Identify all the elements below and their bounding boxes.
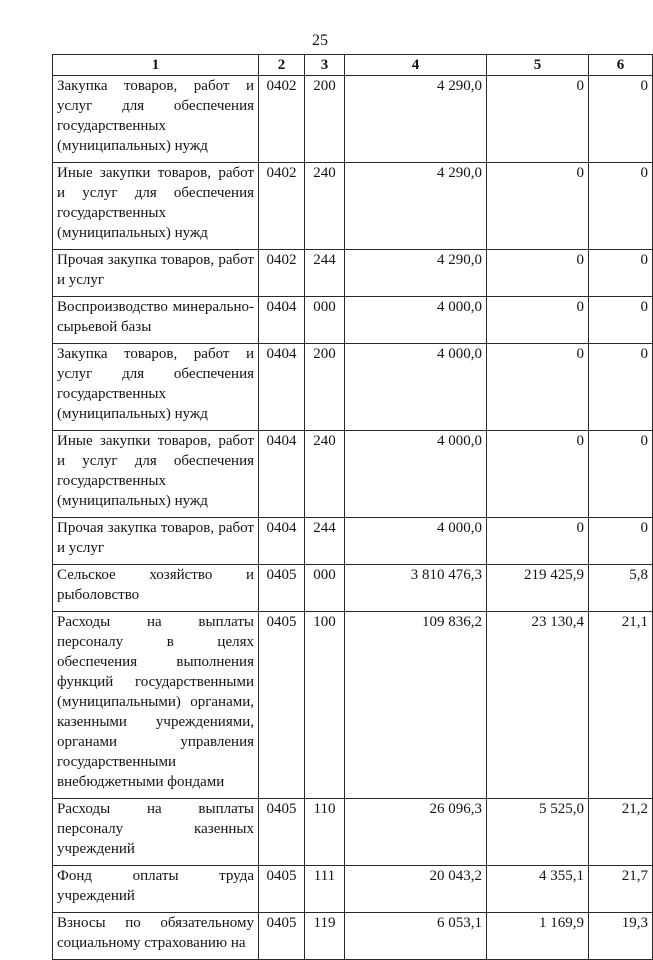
row-plan: 4 000,0 xyxy=(345,431,487,518)
row-type: 240 xyxy=(305,431,345,518)
table-row xyxy=(53,565,653,612)
row-percent: 21,1 xyxy=(589,612,653,799)
row-plan: 4 290,0 xyxy=(345,163,487,250)
row-name: Закупка товаров, работ и услуг для обеспечения государственных (муниципальных) нужд xyxy=(53,76,259,163)
table-row xyxy=(53,913,653,960)
row-section: 0405 xyxy=(259,612,305,799)
table-row xyxy=(53,518,653,565)
row-plan: 20 043,2 xyxy=(345,866,487,913)
row-executed: 0 xyxy=(487,163,589,250)
table-row xyxy=(53,76,653,163)
row-name: Закупка товаров, работ и услуг для обеспечения государственных (муниципальных) нужд xyxy=(53,344,259,431)
row-executed: 23 130,4 xyxy=(487,612,589,799)
table-row xyxy=(53,612,653,799)
row-plan: 4 000,0 xyxy=(345,297,487,344)
row-plan: 26 096,3 xyxy=(345,799,487,866)
row-section: 0404 xyxy=(259,518,305,565)
row-percent: 0 xyxy=(589,76,653,163)
row-type: 244 xyxy=(305,518,345,565)
row-percent: 21,7 xyxy=(589,866,653,913)
row-plan: 109 836,2 xyxy=(345,612,487,799)
table-row xyxy=(53,799,653,866)
row-name: Иные закупки товаров, работ и услуг для обеспечения государственных (муниципальных) нужд xyxy=(53,163,259,250)
row-section: 0405 xyxy=(259,866,305,913)
row-name: Сельское хозяйство и рыболовство xyxy=(53,565,259,612)
row-executed: 0 xyxy=(487,431,589,518)
row-executed: 0 xyxy=(487,76,589,163)
col-header-section: 2 xyxy=(259,55,305,76)
row-percent: 19,3 xyxy=(589,913,653,960)
row-executed: 0 xyxy=(487,250,589,297)
row-executed: 0 xyxy=(487,344,589,431)
row-executed: 4 355,1 xyxy=(487,866,589,913)
row-section: 0402 xyxy=(259,163,305,250)
row-section: 0405 xyxy=(259,913,305,960)
row-name: Иные закупки товаров, работ и услуг для обеспечения государственных (муниципальных) нужд xyxy=(53,431,259,518)
table-row xyxy=(53,866,653,913)
row-section: 0402 xyxy=(259,76,305,163)
row-percent: 0 xyxy=(589,518,653,565)
header-row xyxy=(53,55,653,76)
row-section: 0405 xyxy=(259,799,305,866)
row-percent: 0 xyxy=(589,250,653,297)
row-type: 240 xyxy=(305,163,345,250)
row-type: 119 xyxy=(305,913,345,960)
row-type: 111 xyxy=(305,866,345,913)
table-row xyxy=(53,163,653,250)
row-percent: 0 xyxy=(589,297,653,344)
row-percent: 21,2 xyxy=(589,799,653,866)
row-section: 0405 xyxy=(259,565,305,612)
row-executed: 0 xyxy=(487,518,589,565)
row-type: 200 xyxy=(305,76,345,163)
col-header-name: 1 xyxy=(53,55,259,76)
page-number: 25 xyxy=(312,32,328,49)
row-plan: 6 053,1 xyxy=(345,913,487,960)
row-plan: 4 290,0 xyxy=(345,76,487,163)
row-type: 110 xyxy=(305,799,345,866)
row-percent: 0 xyxy=(589,163,653,250)
row-name: Расходы на выплаты персоналу в целях обеспечения выполнения функций государственными (муниципальными) органами, казенными учреждениями, органами управления государственными внебюджетными фондами xyxy=(53,612,259,799)
table-row xyxy=(53,297,653,344)
table-row xyxy=(53,250,653,297)
row-plan: 4 000,0 xyxy=(345,344,487,431)
row-plan: 4 290,0 xyxy=(345,250,487,297)
table-row xyxy=(53,431,653,518)
table-row xyxy=(53,344,653,431)
col-header-executed: 5 xyxy=(487,55,589,76)
col-header-plan: 4 xyxy=(345,55,487,76)
row-percent: 0 xyxy=(589,431,653,518)
row-section: 0404 xyxy=(259,297,305,344)
row-executed: 219 425,9 xyxy=(487,565,589,612)
row-plan: 4 000,0 xyxy=(345,518,487,565)
row-type: 000 xyxy=(305,297,345,344)
col-header-type: 3 xyxy=(305,55,345,76)
row-executed: 1 169,9 xyxy=(487,913,589,960)
row-name: Воспроизводство минерально-сырьевой базы xyxy=(53,297,259,344)
row-name: Прочая закупка товаров, работ и услуг xyxy=(53,250,259,297)
row-executed: 5 525,0 xyxy=(487,799,589,866)
row-type: 200 xyxy=(305,344,345,431)
row-section: 0402 xyxy=(259,250,305,297)
budget-table xyxy=(52,54,653,960)
row-section: 0404 xyxy=(259,344,305,431)
row-name: Фонд оплаты труда учреждений xyxy=(53,866,259,913)
row-name: Взносы по обязательному социальному страхованию на xyxy=(53,913,259,960)
row-name: Прочая закупка товаров, работ и услуг xyxy=(53,518,259,565)
row-plan: 3 810 476,3 xyxy=(345,565,487,612)
row-name: Расходы на выплаты персоналу казенных учреждений xyxy=(53,799,259,866)
row-type: 100 xyxy=(305,612,345,799)
col-header-percent: 6 xyxy=(589,55,653,76)
row-type: 000 xyxy=(305,565,345,612)
row-executed: 0 xyxy=(487,297,589,344)
row-type: 244 xyxy=(305,250,345,297)
row-section: 0404 xyxy=(259,431,305,518)
row-percent: 0 xyxy=(589,344,653,431)
row-percent: 5,8 xyxy=(589,565,653,612)
